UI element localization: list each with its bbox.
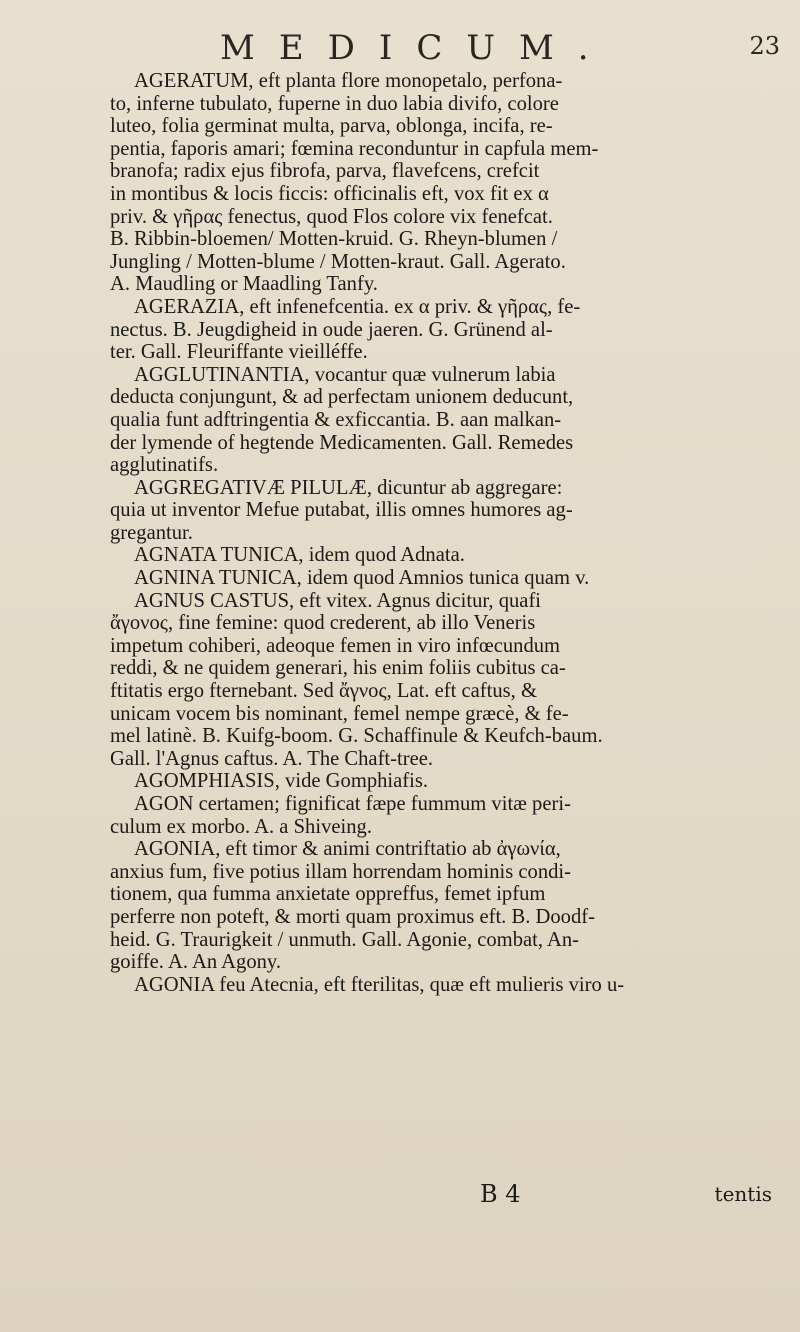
- text-line: AGGREGATIVÆ PILULÆ, dicuntur ab aggregare:: [134, 476, 563, 499]
- text-line: goiffe. A. An Agony.: [110, 951, 282, 974]
- catchword: tentis: [714, 1182, 772, 1206]
- text-line: heid. G. Traurigkeit / unmuth. Gall. Agonie, combat, An-: [110, 928, 580, 951]
- text-line: luteo, folia germinat multa, parva, oblonga, incifa, re-: [110, 115, 553, 138]
- text-line: AGNATA TUNICA, idem quod Adnata.: [134, 544, 465, 567]
- text-line: AGON certamen; fignificat fæpe fummum vitæ peri-: [134, 793, 571, 815]
- text-line: AGNUS CASTUS, eft vitex. Agnus dicitur, quafi: [134, 589, 542, 612]
- dictionary-entry: [110, 364, 782, 477]
- dictionary-entry: [110, 590, 782, 771]
- text-line: mel latinè. B. Kuifg-boom. G. Schaffinule & Keufch-baum.: [110, 725, 603, 748]
- text-line: Jungling / Motten-blume / Motten-kraut. Gall. Agerato.: [110, 250, 566, 273]
- dictionary-entry: [110, 770, 782, 793]
- text-line: branofa; radix ejus fibrofa, parva, flavefcens, crefcit: [110, 160, 540, 183]
- text-line: pentia, faporis amari; fœmina reconduntur in capfula mem-: [110, 137, 599, 160]
- text-line: gregantur.: [110, 521, 193, 544]
- text-line: reddi, & ne quidem generari, his enim foliis cubitus ca-: [110, 657, 566, 680]
- text-line: perferre non poteft, & morti quam proximus eft. B. Doodf-: [110, 905, 595, 928]
- text-line: to, inferne tubulato, fuperne in duo labia divifo, colore: [110, 92, 559, 115]
- text-line: unicam vocem bis nominant, femel nempe græcè, & fe-: [110, 702, 569, 725]
- text-line: priv. & γῆρας fenectus, quod Flos colore vix fenefcat.: [110, 205, 553, 228]
- text-line: in montibus & locis ficcis: officinalis eft, vox fit ex α: [110, 182, 549, 205]
- dictionary-entry: [110, 296, 782, 364]
- page-header: [220, 28, 780, 68]
- page-number: 23: [749, 32, 780, 60]
- dictionary-entry: [110, 70, 782, 296]
- text-line: Gall. l'Agnus caftus. A. The Chaft-tree.: [110, 747, 434, 770]
- text-line: quia ut inventor Mefue putabat, illis omnes humores ag-: [110, 499, 573, 522]
- dictionary-body: [110, 70, 782, 996]
- text-line: tionem, qua fumma anxietate oppreffus, femet ipfum: [110, 883, 546, 906]
- running-title: MEDICUM.: [220, 28, 613, 68]
- page-footer: [110, 1180, 782, 1210]
- text-line: AGONIA feu Atecnia, eft fterilitas, quæ eft mulieris viro u-: [134, 973, 625, 996]
- dictionary-entry: [110, 477, 782, 545]
- dictionary-entry: [110, 838, 782, 974]
- signature-mark: B 4: [480, 1180, 521, 1208]
- text-line: AGERATUM, eft planta flore monopetalo, perfona-: [134, 70, 563, 92]
- text-line: A. Maudling or Maadling Tanfy.: [110, 273, 378, 296]
- text-line: B. Ribbin-bloemen/ Motten-kruid. G. Rheyn-blumen /: [110, 228, 558, 251]
- text-line: deducta conjungunt, & ad perfectam unionem deducunt,: [110, 386, 574, 409]
- text-line: AGGLUTINANTIA, vocantur quæ vulnerum labia: [134, 363, 556, 386]
- text-line: impetum cohiberi, adeoque femen in viro infœcundum: [110, 634, 561, 657]
- text-line: culum ex morbo. A. a Shiveing.: [110, 815, 372, 838]
- text-line: nectus. B. Jeugdigheid in oude jaeren. G. Grünend al-: [110, 318, 553, 341]
- text-line: AGNINA TUNICA, idem quod Amnios tunica quam v.: [134, 567, 590, 590]
- text-line: agglutinatifs.: [110, 454, 219, 477]
- text-line: qualia funt adftringentia & exficcantia. B. aan malkan-: [110, 408, 562, 431]
- text-line: AGOMPHIASIS, vide Gomphiafis.: [134, 770, 429, 793]
- text-line: ἄγονος, fine femine: quod crederent, ab illo Veneris: [110, 612, 536, 635]
- text-line: ftitatis ergo fternebant. Sed ἄγνος, Lat. eft caftus, &: [110, 680, 537, 703]
- dictionary-entry: [110, 544, 782, 567]
- text-line: AGONIA, eft timor & animi contriftatio ab ἀγωνία,: [134, 838, 561, 861]
- text-line: AGERAZIA, eft infenefcentia. ex α priv. & γῆρας, fe-: [134, 295, 581, 318]
- dictionary-entry: [110, 974, 782, 997]
- dictionary-entry: [110, 793, 782, 838]
- dictionary-entry: [110, 567, 782, 590]
- text-line: ter. Gall. Fleuriffante vieilléffe.: [110, 341, 368, 364]
- text-line: anxius fum, five potius illam horrendam hominis condi-: [110, 860, 571, 883]
- text-line: der lymende of hegtende Medicamenten. Gall. Remedes: [110, 431, 574, 454]
